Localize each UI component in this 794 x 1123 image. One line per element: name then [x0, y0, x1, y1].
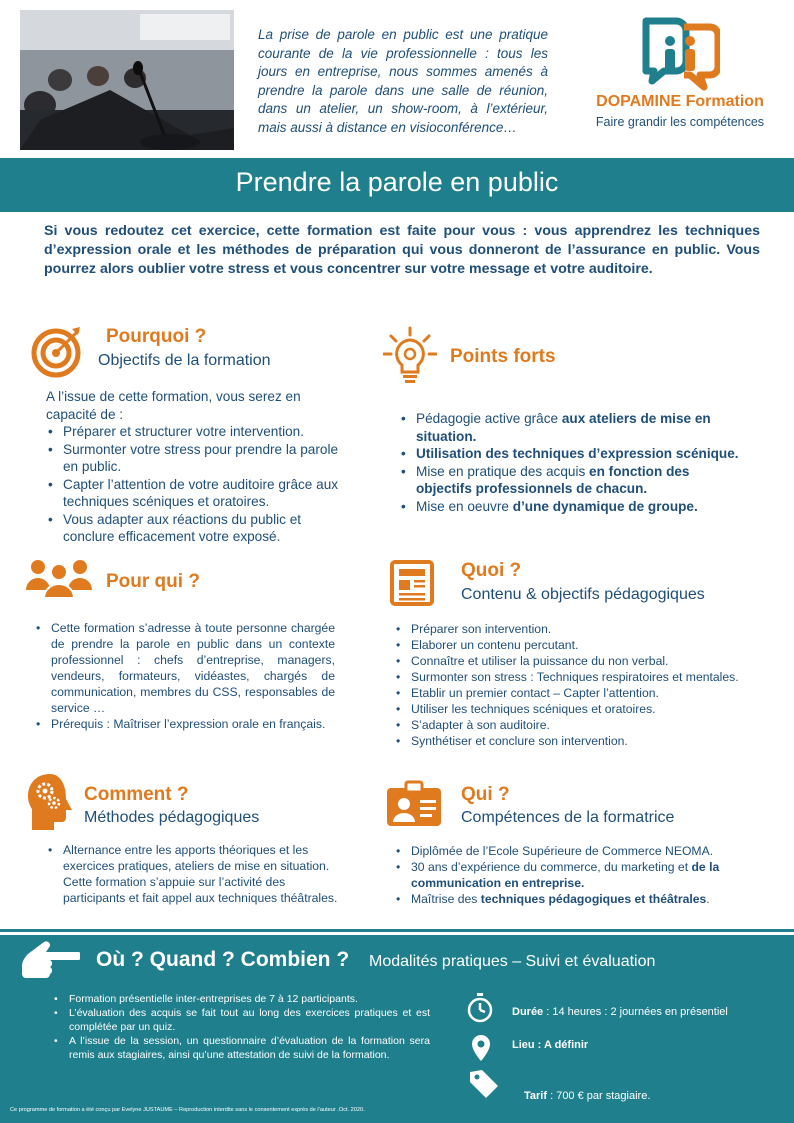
tarif-info	[524, 1090, 650, 1102]
item-bold-text: aux ateliers de mise en situation.	[416, 411, 711, 444]
brand-name: DOPAMINE Formation	[596, 93, 764, 110]
qui-title: Qui ?	[461, 784, 510, 805]
list-item: • Cette formation s’adresse à toute personne chargée de prendre la parole en public dans un contexte professionnel : chefs d’entreprise, managers, vendeurs, formateurs, vidéastes, chargés de communication, membres du CSS, responsables de service …	[34, 620, 335, 716]
list-item: • Surmonter son stress : Techniques respiratoires et mentales.	[394, 669, 739, 685]
footer-copyright: Ce programme de formation a été conçu par Evelyne JUSTAUME – Reproduction interdite sans le consentement exprès de l’auteur .Oct. 2020.	[10, 1107, 365, 1113]
comment-block	[46, 842, 338, 906]
list-item: • Vous adapter aux réactions du public et conclure efficacement votre exposé.	[46, 511, 346, 546]
tarif-value: : 700 € par stagiaire.	[547, 1090, 651, 1102]
list-item: • Synthétiser et conclure son intervention.	[394, 733, 739, 749]
price-tag-icon	[468, 1068, 500, 1100]
practical-list	[52, 992, 430, 1062]
list-item	[399, 463, 739, 498]
page-title: Prendre la parole en public	[235, 167, 559, 197]
location-pin-icon	[472, 1035, 490, 1061]
intro-paragraph: La prise de parole en public est une pratique courante de la vie professionnelle : tous les jours en entreprise, nous sommes amenés à prendre la parole dans une salle de réunion, dans un atelier, un show-room, à l’extérieur, mais aussi à distance en visioconférence…	[258, 27, 548, 135]
pour-qui-title: Pour qui ?	[106, 571, 200, 592]
practical-title: Où ? Quand ? Combien ?	[96, 948, 350, 971]
duree-value: : 14 heures : 2 journées en présentiel	[543, 1006, 728, 1018]
list-item: • Prérequis : Maîtriser l’expression orale en français.	[34, 716, 335, 732]
stopwatch-icon	[466, 993, 494, 1023]
list-item	[399, 445, 739, 463]
list-item: • Capter l’attention de votre auditoire grâce aux techniques scéniques et oratoires.	[46, 476, 346, 511]
list-item: • Alternance entre les apports théoriques et les exercices pratiques, ateliers de mise en situation. Cette formation s’appuie sur l’activité des participants et fait appel aux techniques théâtrales.	[46, 842, 338, 906]
list-item	[394, 891, 759, 907]
list-item: • L’évaluation des acquis se fait tout au long des exercices pratiques et est complétée par un quiz.	[52, 1006, 430, 1034]
comment-subtitle: Méthodes pédagogiques	[84, 809, 260, 826]
header-photo	[20, 10, 234, 150]
list-item: • Préparer et structurer votre intervention.	[46, 423, 346, 441]
newspaper-icon	[389, 559, 437, 607]
people-group-icon	[26, 558, 92, 598]
id-badge-icon	[385, 780, 443, 828]
lieu-info	[512, 1039, 588, 1051]
item-text: Mise en oeuvre	[416, 498, 513, 514]
list-item: • A l’issue de la session, un questionnaire d’évaluation de la formation sera remis aux stagiaires, ainsi qu’une attestation de suivi de la formation.	[52, 1034, 430, 1062]
pourquoi-subtitle: Objectifs de la formation	[98, 352, 271, 369]
brand-tagline: Faire grandir les compétences	[595, 115, 765, 129]
list-item: • Surmonter votre stress pour prendre la parole en public.	[46, 441, 346, 476]
item-bold-text: d’une dynamique de groupe.	[512, 498, 698, 514]
pourquoi-intro: A l’issue de cette formation, vous serez en capacité de :	[46, 389, 301, 422]
qui-subtitle: Compétences de la formatrice	[461, 809, 675, 826]
list-item: • Elaborer un contenu percutant.	[394, 637, 739, 653]
list-item: • Utiliser les techniques scéniques et oratoires.	[394, 701, 739, 717]
item-text: Maîtrise des	[411, 892, 481, 906]
list-item: • Etablir un premier contact – Capter l’attention.	[394, 685, 739, 701]
duree-info	[512, 1006, 728, 1018]
item-text: .	[706, 892, 710, 906]
quoi-subtitle: Contenu & objectifs pédagogiques	[461, 586, 705, 603]
duree-label: Durée	[512, 1006, 544, 1018]
list-item	[394, 859, 759, 891]
list-item: • S’adapter à son auditoire.	[394, 717, 739, 733]
points-forts-block	[399, 410, 739, 515]
item-text: 30 ans d’expérience du commerce, du marketing et	[411, 860, 692, 874]
dopamine-logo	[640, 15, 720, 91]
lead-paragraph: Si vous redoutez cet exercice, cette formation est faite pour vous : vous apprendrez les techniques d’expression orale et les méthodes de préparation qui vous donneront de l’assurance en public. Vous pourrez alors oublier votre stress et vous concentrer sur votre message et votre auditoire.	[44, 223, 760, 277]
list-item	[399, 498, 739, 516]
item-text: Mise en pratique des acquis	[416, 463, 590, 479]
item-bold-text: en fonction des objectifs professionnels de chacun.	[416, 463, 690, 496]
pourquoi-list	[46, 423, 346, 546]
target-icon	[30, 325, 84, 379]
practical-subtitle: Modalités pratiques – Suivi et évaluation	[369, 953, 656, 970]
quoi-block	[394, 621, 739, 749]
list-item: • Connaître et utiliser la puissance du non verbal.	[394, 653, 739, 669]
list-item	[399, 410, 739, 445]
head-gears-icon	[26, 772, 76, 832]
pointing-hand-icon	[20, 940, 80, 980]
conference-photo	[20, 10, 234, 150]
lieu-label: Lieu :	[512, 1039, 544, 1051]
pourquoi-block	[46, 388, 346, 546]
item-bold-text: techniques pédagogiques et théâtrales	[480, 892, 707, 906]
pourquoi-title: Pourquoi ?	[106, 326, 207, 347]
list-item: • Préparer son intervention.	[394, 621, 739, 637]
points-forts-title: Points forts	[450, 346, 556, 367]
quoi-title: Quoi ?	[461, 560, 522, 581]
list-item: • Diplômée de l’Ecole Supérieure de Commerce NEOMA.	[394, 843, 759, 859]
item-bold-text: Utilisation des techniques d’expression scénique.	[416, 446, 739, 461]
qui-block	[394, 843, 759, 907]
list-item: • Formation présentielle inter-entreprises de 7 à 12 participants.	[52, 992, 430, 1006]
lieu-value: A définir	[543, 1039, 589, 1051]
item-text: Pédagogie active grâce	[416, 411, 562, 426]
pour-qui-block	[34, 620, 335, 732]
divider	[0, 929, 794, 932]
comment-title: Comment ?	[84, 784, 189, 805]
item-bold-text: de la communication en entreprise.	[411, 860, 720, 890]
tarif-label: Tarif	[524, 1090, 548, 1102]
lightbulb-icon	[383, 326, 437, 380]
